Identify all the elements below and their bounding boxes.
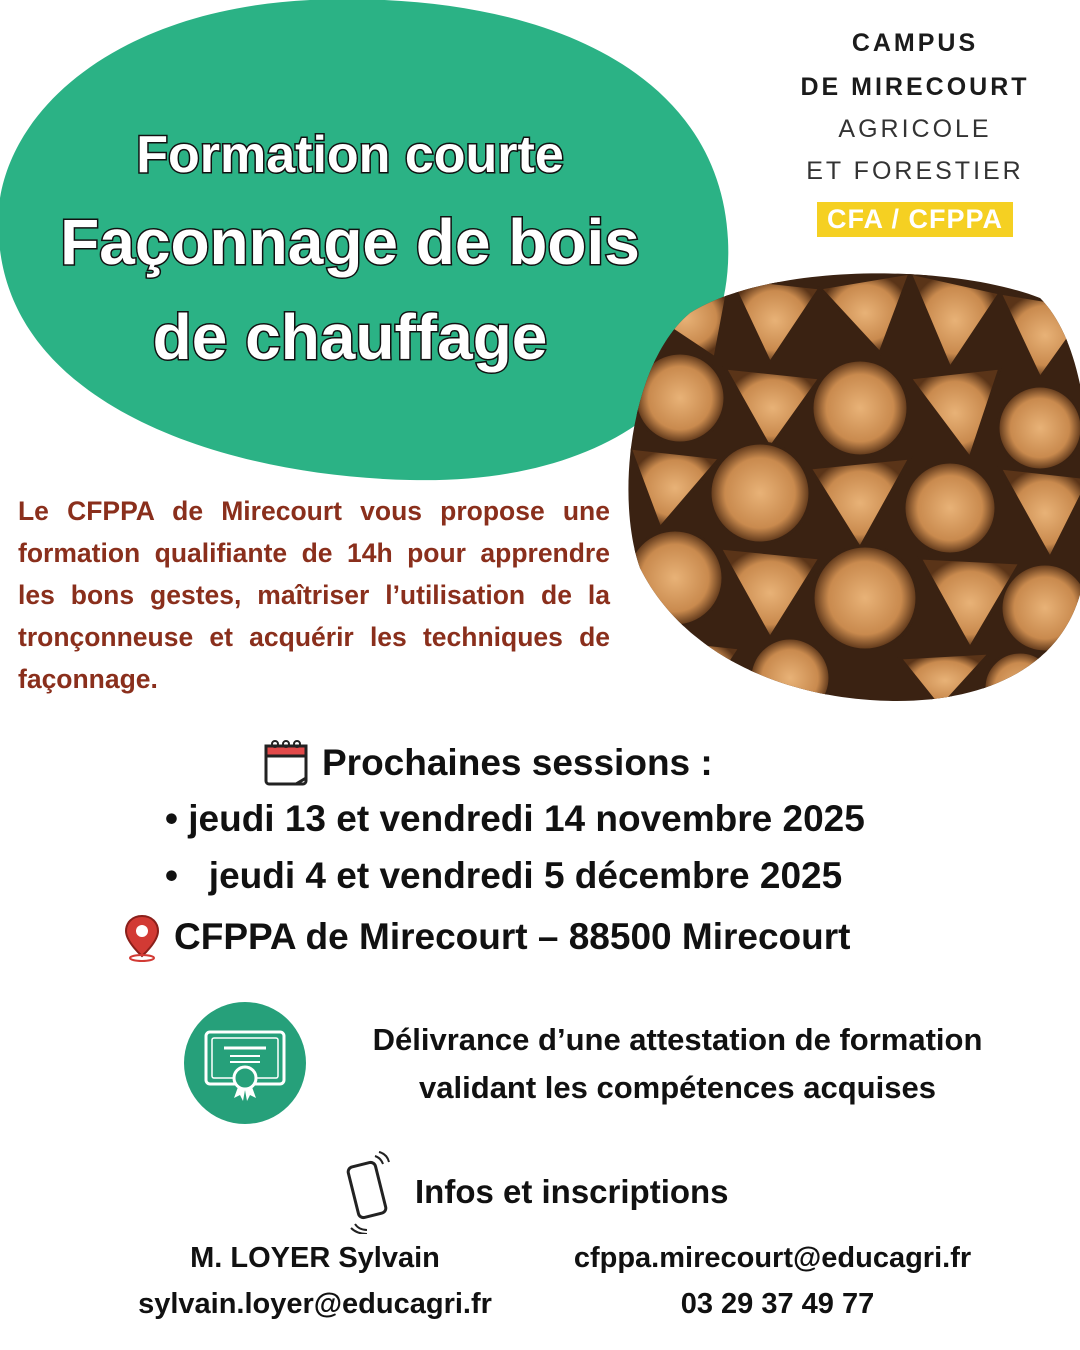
certificate-text-line2: validant les compétences acquises	[419, 1070, 936, 1105]
location-row	[122, 912, 850, 962]
hero-title-line2: de chauffage	[152, 301, 548, 373]
location-pin-icon	[122, 912, 162, 962]
hero-title-line1: Façonnage de bois	[60, 206, 640, 278]
logo-line-forestier: ET FORESTIER	[806, 157, 1024, 185]
logo-line-agricole: AGRICOLE	[838, 115, 992, 143]
contact-name: M. LOYER Sylvain	[190, 1242, 440, 1274]
logo-badge-cfa-cfppa: CFA / CFPPA	[817, 202, 1013, 237]
certificate-text-line1: Délivrance d’une attestation de formation	[372, 1022, 983, 1057]
intro-paragraph: Le CFPPA de Mirecourt vous propose une formation qualifiante de 14h pour apprendre les bons gestes, maîtriser l’utilisation de la tronçonneuse et acquérir les techniques de façonnage.	[18, 496, 610, 694]
certificate-text	[330, 1016, 1025, 1112]
certificate-badge	[184, 1002, 306, 1124]
logo-line-campus: CAMPUS	[851, 29, 979, 57]
infos-heading: Infos et inscriptions	[415, 1173, 729, 1210]
logo-line-mirecourt: DE MIRECOURT	[800, 73, 1030, 101]
contact-email[interactable]: sylvain.loyer@educagri.fr	[138, 1288, 492, 1320]
infos-heading-row	[345, 1150, 729, 1234]
location-text: CFPPA de Mirecourt – 88500 Mirecourt	[174, 916, 851, 957]
hero-subtitle: Formation courte	[136, 126, 564, 184]
certificate-icon	[184, 1002, 306, 1124]
calendar-icon	[262, 738, 310, 788]
phone-icon	[345, 1150, 395, 1234]
session-item-2: • jeudi 4 et vendredi 5 décembre 2025	[165, 855, 843, 896]
phone-number[interactable]: 03 29 37 49 77	[680, 1288, 875, 1320]
sessions-heading-row	[262, 738, 713, 788]
firewood-photo	[620, 268, 1080, 708]
sessions-heading: Prochaines sessions :	[322, 742, 713, 783]
general-email[interactable]: cfppa.mirecourt@educagri.fr	[573, 1242, 972, 1274]
campus-logo	[790, 28, 1040, 237]
session-item-1: • jeudi 13 et vendredi 14 novembre 2025	[165, 798, 865, 839]
